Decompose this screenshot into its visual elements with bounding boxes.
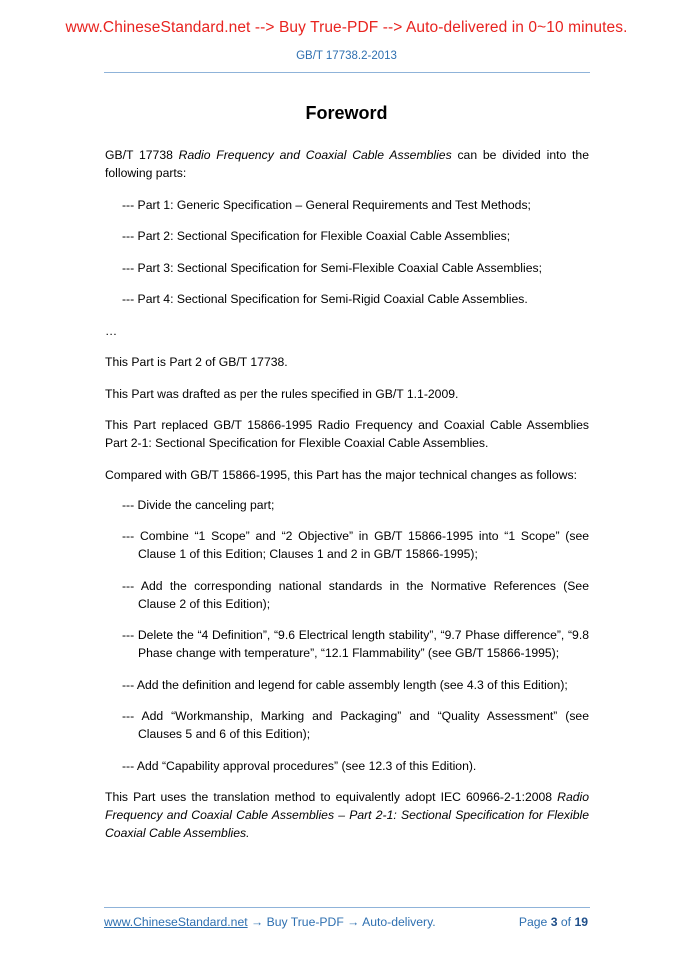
- page-title: Foreword: [305, 103, 388, 123]
- replacement-statement: This Part replaced GB/T 15866-1995 Radio Frequency and Coaxial Cable Assemblies Part 2-1: Sectional Specification for Flexible Coaxial Cable Assemblies.: [105, 418, 589, 450]
- ellipsis: …: [105, 323, 118, 338]
- footer-link-tail[interactable]: → Buy True-PDF → Auto-delivery.: [247, 915, 436, 929]
- change-item: --- Add the corresponding national standards in the Normative References (See Clause 2 of this Edition);: [122, 578, 589, 611]
- header-divider: [104, 72, 590, 73]
- comparison-statement: Compared with GB/T 15866-1995, this Part has the major technical changes as follows:: [105, 467, 577, 482]
- footer-site-link[interactable]: www.ChineseStandard.net: [104, 915, 248, 929]
- change-item: --- Add “Workmanship, Marking and Packaging” and “Quality Assessment” (see Clauses 5 and 6 of this Edition);: [122, 709, 589, 741]
- intro-paragraph: [105, 146, 589, 182]
- change-item: --- Combine “1 Scope” and “2 Objective” in GB/T 15866-1995 into “1 Scope” (see Clause 1 of this Edition; Clauses 1 and 2 in GB/T 15866-1995);: [122, 529, 589, 561]
- page-label: Page: [518, 915, 551, 929]
- list-item: --- Part 4: Sectional Specification for Semi-Rigid Coaxial Cable Assemblies.: [122, 292, 528, 306]
- change-item: --- Add the definition and legend for cable assembly length (see 4.3 of this Edition);: [122, 677, 568, 692]
- part-statement: This Part is Part 2 of GB/T 17738.: [105, 355, 288, 369]
- intro-title: Radio Frequency and Coaxial Cable Assemblies: [178, 148, 452, 162]
- list-item: --- Part 3: Sectional Specification for Semi-Flexible Coaxial Cable Assemblies;: [122, 260, 542, 275]
- page-current: 3: [550, 915, 558, 929]
- standard-number-header: GB/T 17738.2-2013: [296, 50, 397, 62]
- page-of: of: [557, 915, 575, 929]
- promo-banner[interactable]: www.ChineseStandard.net --> Buy True-PDF --> Auto-delivered in 0~10 minutes.: [65, 19, 628, 36]
- drafting-statement: This Part was drafted as per the rules specified in GB/T 1.1-2009.: [105, 386, 459, 401]
- footer-divider: [104, 907, 590, 908]
- list-item: --- Part 2: Sectional Specification for Flexible Coaxial Cable Assemblies;: [122, 229, 511, 243]
- page-number: [519, 915, 588, 929]
- page-total: 19: [574, 915, 588, 929]
- adoption-statement: [105, 788, 589, 842]
- list-item: --- Part 1: Generic Specification – General Requirements and Test Methods;: [122, 197, 531, 212]
- adopted-standard-title: Radio Frequency and Coaxial Cable Assemblies – Part 2-1: Sectional Specification for Flexible Coaxial Cable Assemblies.: [105, 790, 589, 840]
- change-item: --- Add “Capability approval procedures” (see 12.3 of this Edition).: [122, 758, 477, 773]
- page-footer: [104, 915, 588, 933]
- change-item: --- Divide the canceling part;: [122, 497, 275, 512]
- footer-link-group: [104, 915, 436, 929]
- intro-rest: can be divided into the following parts:: [105, 148, 589, 180]
- intro-code: GB/T 17738: [105, 148, 179, 162]
- foreword-body: [105, 146, 589, 856]
- adoption-lead: This Part uses the translation method to equivalently adopt IEC 60966-2-1:2008: [105, 790, 558, 804]
- change-item: --- Delete the “4 Definition”, “9.6 Electrical length stability”, “9.7 Phase difference”, “9.8 Phase change with temperature”, “12.1 Flammability” (see GB/T 15866-1995);: [122, 628, 589, 660]
